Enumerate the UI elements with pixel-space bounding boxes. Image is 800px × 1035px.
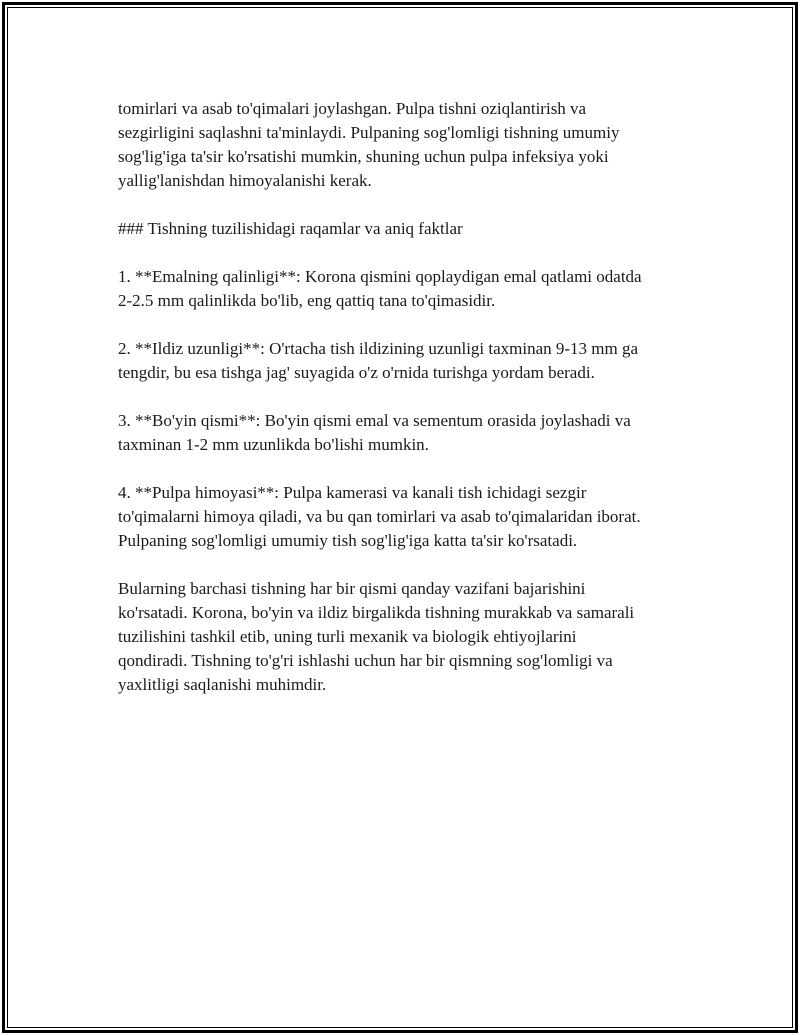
text-line: 2. **Ildiz uzunligi**: O'rtacha tish ildizining uzunligi taxminan 9-13 mm ga <box>118 339 639 358</box>
section-heading <box>118 217 718 241</box>
text-line: tuzilishini tashkil etib, uning turli mexanik va biologik ehtiyojlarini <box>118 627 577 646</box>
list-item-root-length <box>118 337 718 385</box>
text-line: taxminan 1-2 mm uzunlikda bo'lishi mumkin. <box>118 435 429 454</box>
text-line: 3. **Bo'yin qismi**: Bo'yin qismi emal va sementum orasida joylashadi va <box>118 411 631 430</box>
text-line: Pulpaning sog'lomligi umumiy tish sog'lig'iga katta ta'sir ko'rsatadi. <box>118 531 578 550</box>
heading-line: ### Tishning tuzilishidagi raqamlar va aniq faktlar <box>118 219 463 238</box>
text-line: sezgirligini saqlashni ta'minlaydi. Pulpaning sog'lomligi tishning umumiy <box>118 123 620 142</box>
text-line: tengdir, bu esa tishga jag' suyagida o'z o'rnida turishga yordam beradi. <box>118 363 595 382</box>
list-item-neck <box>118 409 718 457</box>
list-item-enamel <box>118 265 718 313</box>
paragraph-conclusion <box>118 577 718 697</box>
text-line: yaxlitligi saqlanishi muhimdir. <box>118 675 327 694</box>
text-line: sog'lig'iga ta'sir ko'rsatishi mumkin, shuning uchun pulpa infeksiya yoki <box>118 147 609 166</box>
text-line: tomirlari va asab to'qimalari joylashgan. Pulpa tishni oziqlantirish va <box>118 99 587 118</box>
list-item-pulp-protection <box>118 481 718 553</box>
text-line: 1. **Emalning qalinligi**: Korona qismini qoplaydigan emal qatlami odatda <box>118 267 642 286</box>
document-body <box>118 97 718 721</box>
page-frame <box>2 2 798 1033</box>
text-line: to'qimalarni himoya qiladi, va bu qan tomirlari va asab to'qimalaridan iborat. <box>118 507 641 526</box>
text-line: qondiradi. Tishning to'g'ri ishlashi uchun har bir qismning sog'lomligi va <box>118 651 613 670</box>
text-line: 2-2.5 mm qalinlikda bo'lib, eng qattiq tana to'qimasidir. <box>118 291 496 310</box>
paragraph-pulpa-intro <box>118 97 718 193</box>
text-line: yallig'lanishdan himoyalanishi kerak. <box>118 171 372 190</box>
text-line: Bularning barchasi tishning har bir qismi qanday vazifani bajarishini <box>118 579 586 598</box>
text-line: ko'rsatadi. Korona, bo'yin va ildiz birgalikda tishning murakkab va samarali <box>118 603 635 622</box>
text-line: 4. **Pulpa himoyasi**: Pulpa kamerasi va kanali tish ichidagi sezgir <box>118 483 587 502</box>
